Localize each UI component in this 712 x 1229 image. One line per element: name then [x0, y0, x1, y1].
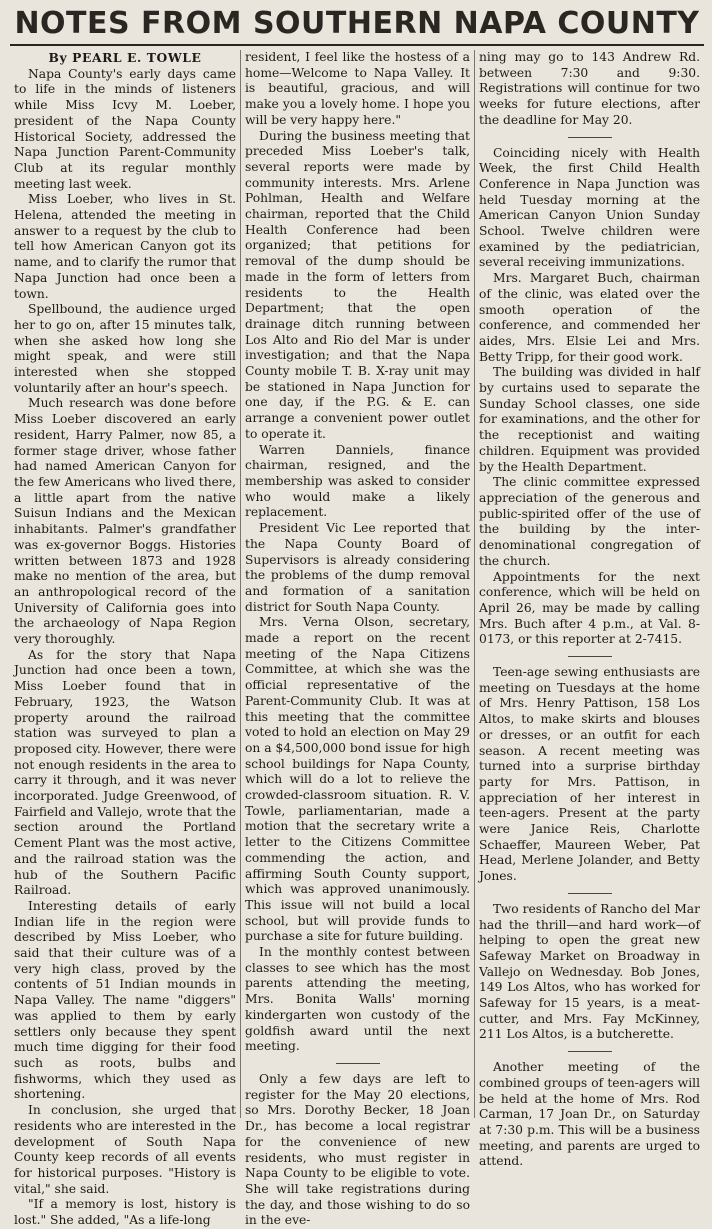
paragraph: ning may go to 143 Andrew Rd. between 7:30 and 9:30. Registrations will continue for two weeks for future elections, after the deadline for May 20. — [479, 50, 700, 127]
paragraph: The building was divided in half by curtains used to separate the Sunday School classes, one side for examinations, and the other for the receptionist and waiting children. Equipment was provided by the Health Department. — [479, 365, 700, 474]
article-columns — [10, 50, 704, 1228]
paragraph: During the business meeting that preceded Miss Loeber's talk, several reports were made by community interests. Mrs. Arlene Pohlman, Health and Welfare chairman, reported that the Child Health Conference had been organized; that petitions for removal of the dump should be made in the form of letters from residents to the Health Department; that the open drainage ditch running between Los Alto and Rio del Mar is under investigation; and that the Napa County mobile T. B. X-ray unit may be stationed in Napa Junction for one day, if the P.G. & E. can arrange a convenient power outlet to operate it. — [245, 128, 470, 441]
paragraph: Napa County's early days came to life in the minds of listeners while Miss Icvy M. Loeber, president of the Napa County Historical Society, addressed the Napa Junction Parent-Community Club at its regular monthly meeting last week. — [14, 66, 236, 191]
section-divider — [336, 1063, 380, 1064]
paragraph: Another meeting of the combined groups of teen-agers will be held at the home of Mrs. Rod Carman, 17 Joan Dr., on Saturday at 7:30 p.m. This will be a business meeting, and parents are urged to attend. — [479, 1060, 700, 1169]
paragraph: Much research was done before Miss Loeber discovered an early resident, Harry Palmer, now 85, a former stage driver, whose father had named American Canyon for the few Americans who lived there, a little apart from the native Suisun Indians and the Mexican inhabitants. Palmer's grandfather was ex-governor Boggs. Histories written between 1873 and 1928 make no mention of the area, but an anthropological record of the University of California goes into the archaeology of Napa Region very thoroughly. — [14, 396, 236, 647]
paragraph: Teen-age sewing enthusiasts are meeting on Tuesdays at the home of Mrs. Henry Pattison, 158 Los Altos, to make skirts and blouses or dresses, or an outfit for each season. A recent meeting was turned into a surprise birthday party for Mrs. Pattison, in appreciation of her interest in teen-agers. Present at the party were Janice Reis, Charlotte Schaeffer, Maureen Weber, Pat Head, Merlene Jolander, and Betty Jones. — [479, 665, 700, 884]
paragraph: Warren Danniels, finance chairman, resigned, and the membership was asked to consider who would make a likely replacement. — [245, 442, 470, 520]
paragraph: Two residents of Rancho del Mar had the thrill—and hard work—of helping to open the great new Safeway Market on Broadway in Vallejo on Wednesday. Bob Jones, 149 Los Altos, who has worked for Safeway for 15 years, is a meat-cutter, and Mrs. Fay McKinney, 211 Los Altos, is a butcherette. — [479, 901, 700, 1042]
column-1 — [10, 50, 240, 1228]
paragraph: Only a few days are left to register for the May 20 elections, so Mrs. Dorothy Becker, 18 Joan Dr., has become a local registrar for the convenience of new residents, who must register in Napa County to be eligible to vote. She will take registrations during the day, and those wishing to do so in the eve- — [245, 1072, 470, 1228]
paragraph: In conclusion, she urged that residents who are interested in the development of South Napa County keep records of all events for historical purposes. "History is vital," she said. — [14, 1103, 236, 1196]
section-divider — [568, 137, 612, 138]
paragraph: Mrs. Margaret Buch, chairman of the clinic, was elated over the smooth operation of the conference, and commended her aides, Mrs. Elsie Lei and Mrs. Betty Tripp, for their good work. — [479, 271, 700, 364]
paragraph: President Vic Lee reported that the Napa County Board of Supervisors is already considering the problems of the dump removal and formation of a sanitation district for South Napa County. — [245, 521, 470, 614]
paragraph: resident, I feel like the hostess of a home—Welcome to Napa Valley. It is beautiful, gracious, and will make you a lovely home. I hope you will be very happy here." — [245, 50, 470, 127]
paragraph: Interesting details of early Indian life in the region were described by Miss Loeber, who said that their culture was of a very high class, proved by the contents of 51 Indian mounds in Napa Valley. The name "diggers" was applied to them by early settlers only because they spent much time digging for their food such as roots, bulbs and fishworms, which they used as shortening. — [14, 898, 236, 1102]
section-divider — [568, 1051, 612, 1052]
paragraph: In the monthly contest between classes to see which has the most parents attending the meeting, Mrs. Bonita Walls' morning kindergarten won custody of the goldfish award until the next meeting. — [245, 945, 470, 1054]
paragraph: Coinciding nicely with Health Week, the first Child Health Conference in Napa Junction was held Tuesday morning at the American Canyon Union Sunday School. Twelve children were examined by the pediatrician, several receiving immunizations. — [479, 145, 700, 270]
section-divider — [568, 656, 612, 657]
section-divider — [568, 893, 612, 894]
headline: NOTES FROM SOUTHERN NAPA COUNTY — [14, 6, 700, 41]
paragraph: "If a memory is lost, history is lost." She added, "As a life-long — [14, 1197, 236, 1228]
column-3 — [474, 50, 704, 1169]
paragraph: The clinic committee expressed appreciation of the generous and public-spirited offer of the use of the building by the inter-denominational congregation of the church. — [479, 475, 700, 568]
paragraph: Mrs. Verna Olson, secretary, made a report on the recent meeting of the Napa Citizens Committee, at which she was the official representative of the Parent-Community Club. It was at this meeting that the committee voted to hold an election on May 29 on a $4,500,000 bond issue for high school buildings for Napa County, which will do a lot to relieve the crowded-classroom situation. R. V. Towle, parliamentarian, made a motion that the secretary write a letter to the Citizens Committee commending the action, and affirming South County support, which was approved unanimously. This issue will not build a local school, but will provide funds to purchase a site for future building. — [245, 615, 470, 944]
paragraph: Miss Loeber, who lives in St. Helena, attended the meeting in answer to a request by the club to tell how American Canyon got its name, and to clarify the rumor that Napa Junction had once been a town. — [14, 192, 236, 301]
paragraph: Spellbound, the audience urged her to go on, after 15 minutes talk, when she asked how long she might speak, and were still interested when she stopped voluntarily after an hour's speech. — [14, 302, 236, 395]
paragraph: As for the story that Napa Junction had once been a town, Miss Loeber found that in February, 1923, the Watson property around the railroad station was surveyed to plan a proposed city. However, there were not enough residents in the area to carry it through, and it was never incorporated. Judge Greenwood, of Fairfield and Vallejo, wrote that the section around the Portland Cement Plant was the most active, and the railroad station was the hub of the Southern Pacific Railroad. — [14, 647, 236, 898]
byline: By PEARL E. TOWLE — [48, 50, 202, 65]
headline-rule — [10, 44, 704, 46]
paragraph: Appointments for the next conference, which will be held on April 26, may be made by calling Mrs. Buch after 4 p.m., at Val. 8-0173, or this reporter at 2-7415. — [479, 569, 700, 647]
column-2 — [240, 50, 474, 1228]
